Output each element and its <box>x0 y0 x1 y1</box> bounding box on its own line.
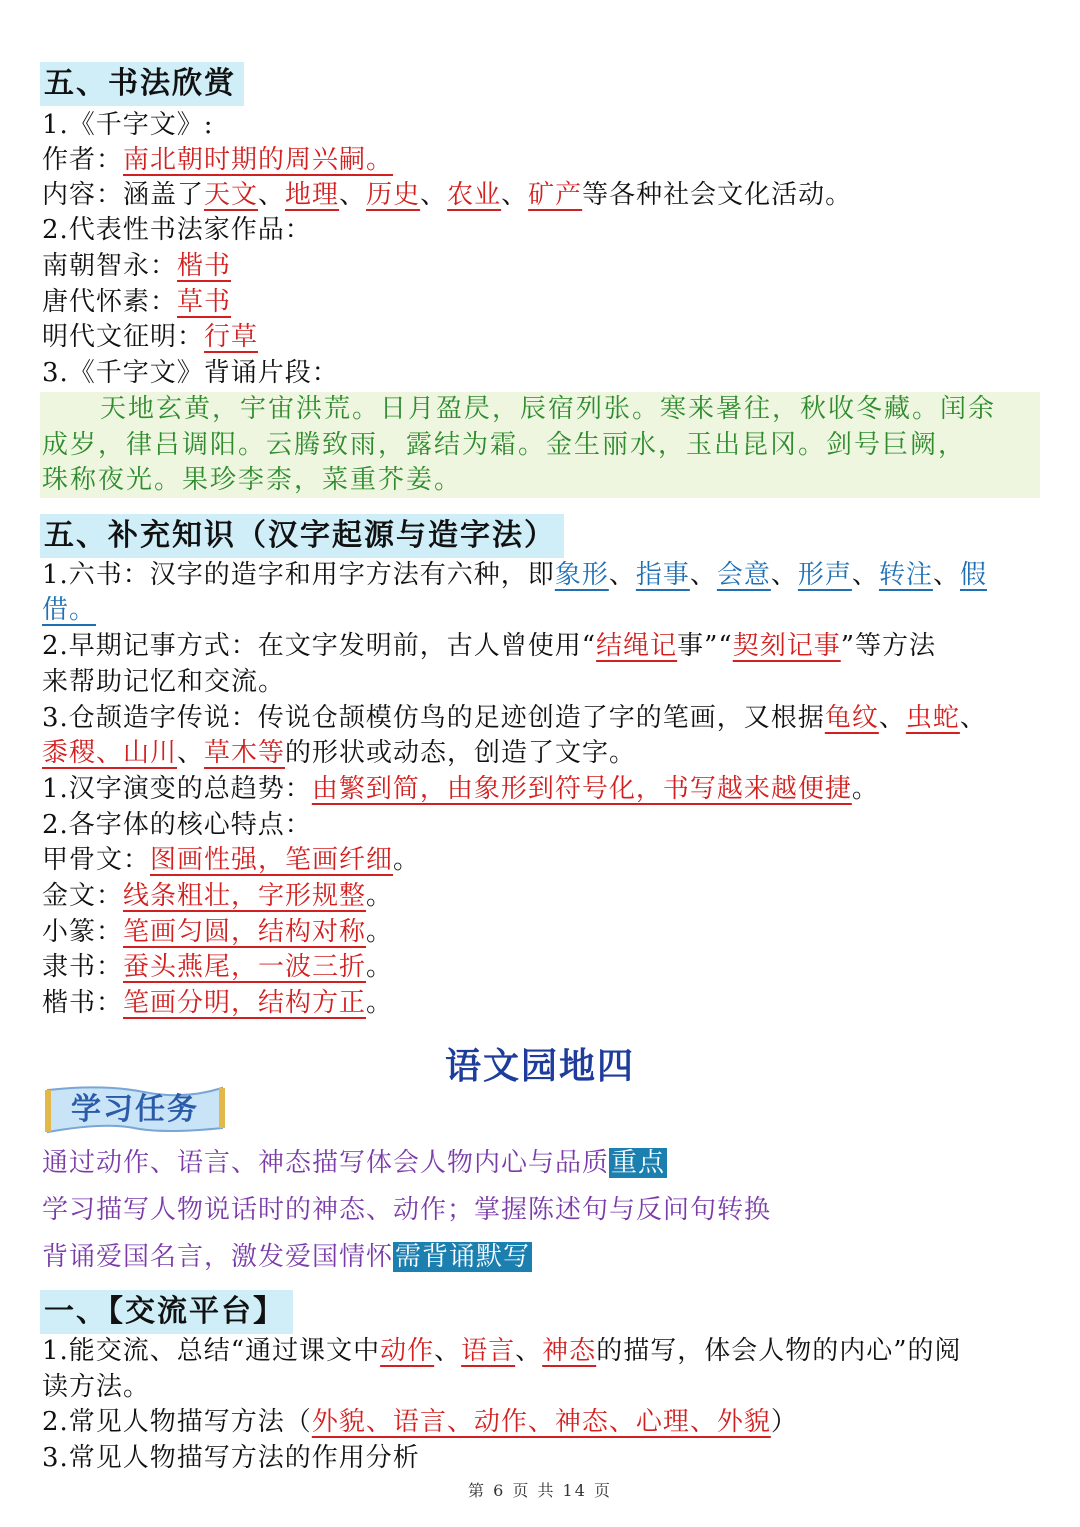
separator: 、 <box>339 180 367 210</box>
early-intro: 2.早期记事方式：在文字发明前，古人曾使用“ <box>42 631 597 661</box>
legend-term: 龟纹 <box>824 703 879 733</box>
page-title: 语文园地四 <box>444 1045 635 1087</box>
method-term: 语言 <box>461 1336 516 1366</box>
period: 。 <box>366 952 394 982</box>
section-heading-origins: 五、补充知识（汉字起源与造字法） <box>40 514 564 558</box>
six-methods-line-2 <box>42 593 96 627</box>
method-term: 象形 <box>554 560 609 590</box>
script-label: 楷书： <box>42 988 124 1018</box>
method-term: 会意 <box>716 560 771 590</box>
legend-term: 草木等 <box>204 738 286 768</box>
separator: 、 <box>420 180 448 210</box>
early-records-line <box>42 629 936 663</box>
script-feature <box>42 986 393 1020</box>
separator: 、 <box>959 703 987 733</box>
methods-tail: ） <box>770 1407 798 1437</box>
methods-list: 外貌、语言、动作、神态、心理、外貌 <box>311 1407 771 1437</box>
work-value: 草书 <box>177 287 232 317</box>
script-value: 线条粗壮，字形规整 <box>123 881 367 911</box>
separator: 、 <box>515 1336 543 1366</box>
method-term: 神态 <box>542 1336 597 1366</box>
script-label: 隶书： <box>42 952 124 982</box>
record-term: 契刻记事 <box>732 631 841 661</box>
recite-title: 3.《千字文》背诵片段： <box>42 358 339 388</box>
early-mid: 事”“ <box>677 631 733 661</box>
content-term: 矿产 <box>528 180 583 210</box>
legend-tail: 的形状或动态，创造了文字。 <box>285 738 637 768</box>
legend-line-2 <box>42 736 636 770</box>
exchange-tail: 的描写，体会人物的内心”的阅 <box>596 1336 962 1366</box>
task-text: 通过动作、语言、神态描写体会人物内心与品质 <box>42 1148 610 1178</box>
work-item <box>42 249 231 283</box>
recitation-line: 天地玄黄，宇宙洪荒。日月盈昃，辰宿列张。寒来暑往，秋收冬藏。闰余 <box>100 394 997 424</box>
trend-line <box>42 772 879 806</box>
script-feature <box>42 879 393 913</box>
separator: 、 <box>851 560 879 590</box>
recitation-line: 珠称夜光。果珍李柰，菜重芥姜。 <box>42 465 463 495</box>
key-point-badge: 重点 <box>611 1148 666 1178</box>
separator: 、 <box>434 1336 462 1366</box>
script-feature <box>42 915 393 949</box>
content-term: 天文 <box>204 180 259 210</box>
section-heading-calligraphy: 五、书法欣赏 <box>40 62 244 106</box>
six-methods-line <box>42 558 987 592</box>
separator: 、 <box>932 560 960 590</box>
task-text: 背诵爱国名言，激发爱国情怀 <box>42 1242 394 1272</box>
work-value: 行草 <box>204 322 259 352</box>
six-methods-intro: 1.六书：汉字的造字和用字方法有六种，即 <box>42 560 555 590</box>
works-title: 2.代表性书法家作品： <box>42 215 312 245</box>
recitation-line: 成岁，律吕调阳。云腾致雨，露结为霜。金生丽水，玉出昆冈。剑号巨阙， <box>42 430 967 460</box>
task-item: 学习描写人物说话时的神态、动作；掌握陈述句与反问句转换 <box>42 1195 772 1225</box>
separator: 、 <box>608 560 636 590</box>
memorize-badge: 需背诵默写 <box>395 1242 531 1272</box>
work-item <box>42 320 258 354</box>
method-term: 动作 <box>380 1336 435 1366</box>
exchange-line-2: 读方法。 <box>42 1372 151 1402</box>
method-term: 转注 <box>878 560 933 590</box>
content-line <box>42 178 852 212</box>
method-term: 形声 <box>797 560 852 590</box>
legend-line <box>42 701 987 735</box>
work-value: 楷书 <box>177 251 232 281</box>
author-value: 南北朝时期的周兴嗣。 <box>123 145 394 175</box>
method-term: 指事 <box>635 560 690 590</box>
work-label: 南朝智永： <box>42 251 178 281</box>
script-feature <box>42 950 393 984</box>
trend-value: 由繁到简，由象形到符号化，书写越来越便捷 <box>311 774 852 804</box>
work-label: 明代文征明： <box>42 322 205 352</box>
script-value: 笔画匀圆，结构对称 <box>123 917 367 947</box>
author-label: 作者： <box>42 145 124 175</box>
work-label: 唐代怀素： <box>42 287 178 317</box>
content-term: 农业 <box>447 180 502 210</box>
script-label: 甲骨文： <box>42 845 151 875</box>
method-term: 借。 <box>42 595 97 625</box>
script-value: 蚕头燕尾，一波三折 <box>123 952 367 982</box>
task-item <box>42 1240 532 1274</box>
trend-label: 1.汉字演变的总趋势： <box>42 774 312 804</box>
separator: 、 <box>878 703 906 733</box>
script-value: 图画性强，笔画纤细 <box>150 845 394 875</box>
task-item <box>42 1146 667 1180</box>
early-records-line-2: 来帮助记忆和交流。 <box>42 667 286 697</box>
section-heading-exchange: 一、【交流平台】 <box>40 1290 293 1334</box>
script-feature <box>42 843 420 877</box>
task-banner-label: 学习任务 <box>71 1092 199 1127</box>
content-tail: 等各种社会文化活动。 <box>582 180 853 210</box>
early-tail: ”等方法 <box>840 631 937 661</box>
exchange-line-3 <box>42 1405 798 1439</box>
work-item <box>42 285 231 319</box>
method-term: 假 <box>959 560 987 590</box>
author-line <box>42 143 393 177</box>
script-label: 小篆： <box>42 917 124 947</box>
exchange-line-4: 3.常见人物描写方法的作用分析 <box>42 1443 420 1473</box>
separator: 、 <box>501 180 529 210</box>
qianziwen-title: 1.《千字文》: <box>42 110 214 140</box>
separator: 、 <box>689 560 717 590</box>
record-term: 结绳记 <box>596 631 678 661</box>
exchange-line-1 <box>42 1334 961 1368</box>
page-footer: 第 6 页 共 14 页 <box>468 1481 612 1500</box>
period: 。 <box>851 774 879 804</box>
separator: 、 <box>770 560 798 590</box>
content-label: 内容：涵盖了 <box>42 180 205 210</box>
legend-term: 黍稷、山川 <box>42 738 178 768</box>
methods-intro: 2.常见人物描写方法（ <box>42 1407 312 1437</box>
period: 。 <box>366 917 394 947</box>
script-value: 笔画分明，结构方正 <box>123 988 367 1018</box>
legend-intro: 3.仓颉造字传说：传说仓颉模仿鸟的足迹创造了字的笔画，又根据 <box>42 703 825 733</box>
content-term: 地理 <box>285 180 340 210</box>
period: 。 <box>366 988 394 1018</box>
features-title: 2.各字体的核心特点： <box>42 810 312 840</box>
exchange-intro: 1.能交流、总结“通过课文中 <box>42 1336 381 1366</box>
legend-term: 虫蛇 <box>905 703 960 733</box>
period: 。 <box>393 845 421 875</box>
separator: 、 <box>258 180 286 210</box>
separator: 、 <box>177 738 205 768</box>
script-label: 金文： <box>42 881 124 911</box>
period: 。 <box>366 881 394 911</box>
content-term: 历史 <box>366 180 421 210</box>
